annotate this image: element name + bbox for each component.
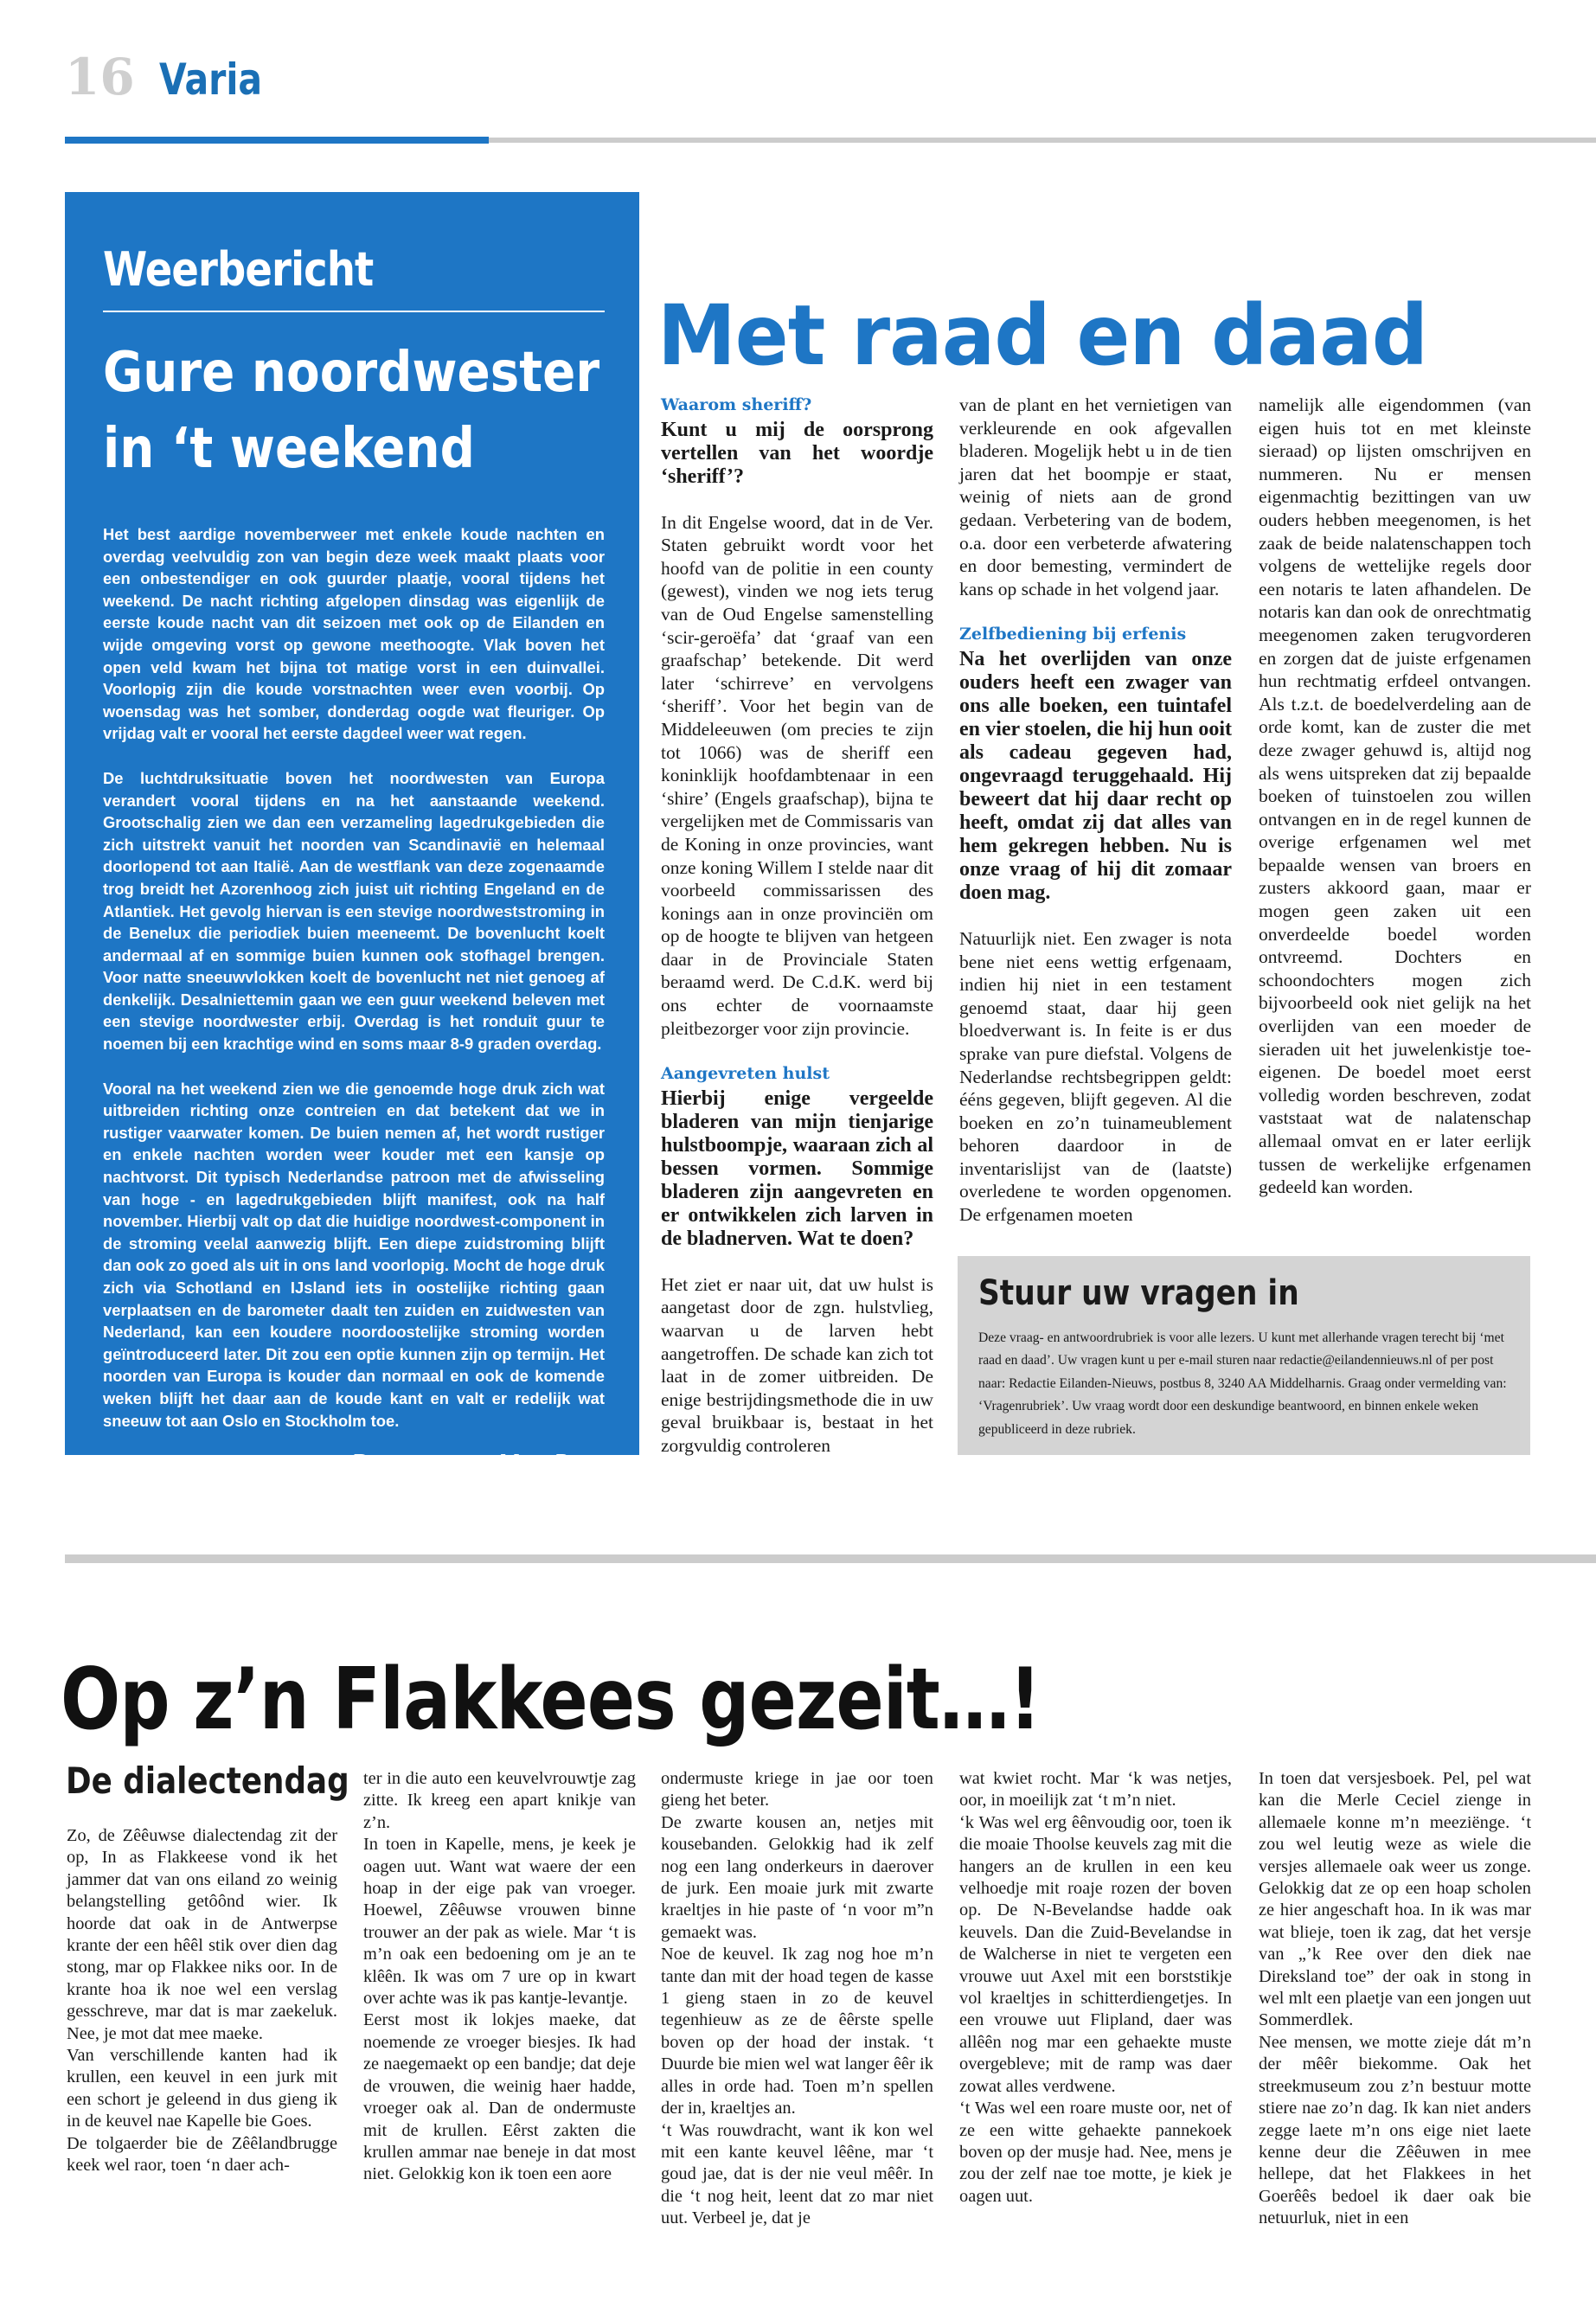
submit-questions-text: Deze vraag- en antwoordrubriek is voor alle lezers. U kunt met allerhande vragen terecht bij ‘met raad en daad’. Uw vragen kunt u per e-mail sturen naar redactie@eilandennieuws.nl of per post naar: Redactie Eilanden-Nieuws, postbus 8, 3240 AA Middelharnis. Graag onder vermelding van: ‘Vragenrubriek’. Uw vraag wordt door een deskundige beantwoord, en binnen enkele weken gepubliceerd in deze rubriek. <box>978 1330 1507 1437</box>
question-text: Kunt u mij de oorsprong vertellen van het woordje ‘sheriff’? <box>661 418 933 488</box>
answer-text: van de plant en het vernietigen van verkleurende en ook afgevallen bladeren. Mogelijk hebt u in de tien jaren dat het boompje er staat, weinig of niets aan de grond gedaan. Verbetering van de bodem, o.a. door een verbeterde afwatering en door bemesting, vermindert de kans op schade in het volgend jaar. <box>959 394 1232 599</box>
flakkees-column-4: wat kwiet rocht. Mar ‘k was netjes, oor, in moeilijk zat ‘t m’n niet. ‘k Was wel erg êênvoudig oor, toen ik die moaie Thoolse keuvels zag mit die hangers an de krullen in een keu velhoedje mit roaje rozen der boven op. De N-Bevelandse hadde oak keuvels. Dan die Zuid-Bevelandse in de Walcherse in niet te vergeten een vrouwe uut Axel mit een borststikje vol kraeltjes in schitterdiengetjes. In een vrouwe uut Flipland, daer was allêên nog mar een gehaekte muste overgebleve; mit de ramp was daer zowat alles verdwene. ‘t Was wel een roare muste oor, net of ze een witte gehaekte pannekoek boven op der musje had. Nee, mens je zou der zelf nae toe motte, je kiek je oagen uut. <box>959 1769 1232 2206</box>
weather-body <box>103 523 605 1432</box>
question-heading: Zelfbediening bij erfenis <box>959 625 1187 644</box>
weather-byline: Door weerman Marc Putto <box>351 1449 605 1476</box>
raad-title: Met raad en daad <box>657 287 1428 384</box>
flakkees-column-5: In toen dat versjesboek. Pel, pel wat kan die Merle Ceciel zienge in allemaele konne m’n meeziënge. ‘t zou wel leutig weze as wiele die versjes allemaele oak weer us zonge. Gelokkig dat ze op een hoap scholen ze hier angeschaft hoa. In ik was mar wat blieje, toen ik zag, dat het versje van „’k Ree over den diek nae Direksland toe” der oak in stong in wel mlt een plaetje van een jongen uut Sommerdlek. Nee mensen, we motte zieje dát m’n der mêêr biekomme. Oak het streekmuseum zou z’n bestuur motte stiere nae zo’n dag. Ik kan niet anders zegge laete m’n ons eige niet laete kenne deur die Zêêuwen in mee hellepe, dat het Flakkees in het Goerêês bedoel ik daer oak bie netuurluk, niet in een <box>1259 1769 1531 2228</box>
flakkees-title: Op z’n Flakkees gezeit…! <box>61 1650 1041 1749</box>
question-heading: Waarom sheriff? <box>661 395 812 414</box>
answer-text: In dit Engelse woord, dat in de Ver. Staten gebruikt wordt voor het hoofd van de politie in een county (gewest), vinden we nog iets terug van de Oud Engelse samenstelling ‘scir-geroëfa’ dat ‘graaf van een graafschap’ betekende. Dit werd later ‘schirreve’ en vervolgens ‘sheriff’. Voor het begin van de Middeleeuwen (om precies te zijn tot 1066) was de sheriff een koninklijk hoofdambtenaar in een ‘shire’ (Engels graafschap), bijna te vergelijken met de Commissaris van de Koning in onze provincies, want onze koning Willem I stelde naar dit voorbeeld commissarissen des konings aan in onze provinciën om op de hoogte te blijven van hetgeen daar in de Provinciale Staten beraamd werd. De C.d.K. werd bij ons echter de voornaamste pleitbezorger voor zijn provincie. <box>661 511 933 1039</box>
raad-column-3 <box>1259 394 1531 1221</box>
answer-text: Het ziet er naar uit, dat uw hulst is aangetast door de zgn. hulstvlieg, waarvan u de larven hebt aangetroffen. De schade kan zich tot laat in de zomer uitbreiden. De enige bestrijdingsmethode die in uw geval bruikbaar is, bestaat in het zorgvuldig controleren <box>661 1273 933 1456</box>
weather-box <box>65 192 639 1476</box>
weather-title-line2: in ‘t weekend <box>103 417 475 481</box>
flakkees-subtitle: De dialectendag <box>66 1759 349 1802</box>
weather-divider <box>103 311 605 312</box>
header-rule-accent <box>65 137 489 144</box>
flakkees-column-1: Zo, de Zêêuwse dialectendag zit der op, In as Flakkeese vond ik het jammer dat van ons eiland zo weinig belangstelling getôônd wier. Ik hoorde dat oak in de Antwerpse krante der een hêêl stik over dien dag stong, mar op Flakkee niks oor. In de krante hoa ik noe wel een verslag gesschreve, mar dat is mar zaekeluk. Nee, je mot dat mee maeke. Van verschillende kanten had ik krullen, een keuvel in een jurk mit een schort je geleend in dus gieng ik in de keuvel nae Kapelle bie Goes. De tolgaerder bie de Zêêlandbrugge keek wel raor, toen ‘n daer ach- <box>67 1826 337 2176</box>
raad-column-2 <box>959 394 1232 1249</box>
weather-paragraph: Het best aardige novemberweer met enkele koude nachten en overdag veelvuldig zon van begin deze week maakt plaats voor een onbestendiger en ook guurder plaatje, vooral tijdens het weekend. De nacht richting afgelopen dinsdag was eigenlijk de eerste koude nacht van dit seizoen met ook op de Eilanden en wijde omgeving vorst op gewone meethoogte. Vlak boven het open veld kwam het bijna tot matige vorst in een duinvallei. Voorlopig zijn die koude vorstnachten weer even voorbij. Op woensdag was het somber, donderdag oogde wat fleuriger. Op vrijdag valt er vooral het eerste dagdeel weer wat regen. <box>103 525 605 743</box>
weather-paragraph: Vooral na het weekend zien we die genoemde hoge druk zich wat uitbreiden richting onze contreien en dat betekent dat we in rustiger vaarwater komen. De buien nemen af, het wordt rustiger en enkele nachten worden weer kouder met een kansje op nachtvorst. Dit typisch Nederlandse patroon met de afwisseling van hoge - en lagedrukgebieden blijft manifest, ook na half november. Hierbij valt op dat die huidige noordwest-component in de stroming veelal aanwezig blijft. Een diepe zuidstroming blijft dan ook zo goed als uit in ons land voorlopig. Mocht de hoge druk zich via Schotland en IJsland iets in oostelijke richting gaan verplaatsen en de barometer daalt ten zuiden en zuidwesten van Nederland, kan een koudere noordoostelijke stroming worden geïntroduceerd later. Dit zou een optie kunnen zijn op termijn. Het noorden van Europa is kouder dan normaal en ook de komende weken blijft het daar aan de koude kant en valt er redelijk wat sneeuw tot aan Oslo en Stockholm toe. <box>103 1079 605 1430</box>
page-number: 16 <box>65 48 135 106</box>
weather-title-line1: Gure noordwester <box>103 341 600 405</box>
question-heading: Aangevreten hulst <box>661 1064 830 1084</box>
section-name: Varia <box>158 54 262 105</box>
weather-kicker: Weerbericht <box>103 242 374 297</box>
flakkees-column-3: ondermuste kriege in jae oor toen gieng het beter. De zwarte kousen an, netjes mit kousebanden. Gelokkig had ik zelf nog een lang onderkeurs in daerover de jurk. Een moaie jurk mit zwarte kraeltjes in hie paste of ‘n voor m”n gemaekt was. Noe de keuvel. Ik zag nog hoe m’n tante dan mit der hoad tegen de kasse 1 gieng staen in zo de keuvel tegenhieuw as ze de êêrste spelle boven op der hoad der instak. ‘t Duurde bie mien wel wat langer êêr ik alles in orde had. Toen m’n spellen der in, kraeltjes an. ‘t Was rouwdracht, want ik kon wel mit een kante keuvel lêêne, mar ‘t goud jae, dat is der nie veul mêêr. In die ‘t nog heit, leent dat zo mar niet uut. Verbeel je, dat je <box>661 1769 933 2228</box>
weather-paragraph: De luchtdruksituatie boven het noordwesten van Europa verandert vooral tijdens en na het aanstaande weekend. Grootschalig zien we dan een verzameling lagedrukgebieden die zich uitstrekt vanuit het noorden van Scandinavië en helemaal doorlopend tot aan Italië. Aan de westflank van deze zogenaamde trog breidt het Azorenhoog zich juist uit richting Engeland en de Atlantiek. Het gevolg hiervan is een stevige noordweststroming in de Benelux die periodiek buien meeneemt. De bovenlucht koelt andermaal af en sommige buien kunnen ook stofhagel brengen. Voor natte sneeuwvlokken koelt de bovenlucht net niet genoeg af denkelijk. Desalniettemin gaan we een guur weekend beleven met een stevige noordwester erbij. Overdag is het ronduit guur te noemen bij een krachtige wind en soms maar 8-9 graden overdag. <box>103 768 605 1054</box>
raad-column-1 <box>661 394 933 1480</box>
submit-questions-title: Stuur uw vragen in <box>978 1273 1299 1313</box>
question-text: Na het overlijden van onze ouders heeft een zwager van ons alle boeken, een tuintafel en vier stoelen, die hij hun ooit als cadeau gegeven had, ongevraagd teruggehaald. Hij beweert dat hij daar recht op heeft, omdat zij dat alles van hem gekregen hebben. Nu is onze vraag of hij dit zomaar doen mag. <box>959 647 1232 904</box>
answer-text: Natuurlijk niet. Een zwager is nota bene niet eens wettig erfgenaam, indien hij niet in een testament genoemd staat, daar hij geen bloedverwant is. In feite is er dus sprake van pure diefstal. Volgens de Nederlandse rechtsbegrippen geldt: ééns gegeven, blijft gegeven. Al die boeken en zo’n tuinameublement behoren daardoor in de inventarislijst van de (laatste) overledene te worden opgenomen. De erfgenamen moeten <box>959 927 1232 1226</box>
header-rule <box>489 138 1596 143</box>
answer-text: namelijk alle eigendommen (van eigen huis tot en met kleinste sieraad) op lijsten omschrijven en nummeren. Nu er mensen eigenmachtig bezittingen van uw ouders hebben meegenomen, is het zaak de beide nalatenschappen toch volgens de wettelijke regels door een notaris te laten afhandelen. De notaris kan dan ook de onrechtmatig meegenomen zaken terugvorderen en zorgen dat de juiste erfgenamen hun rechtmatig erfdeel ontvangen. Als t.z.t. de boedelverdeling aan de orde komt, kan de zuster die met deze zwager gehuwd is, altijd nog als wens uitspreken dat zij bepaalde boeken of tuinstoelen zou willen ontvangen en in de regel kunnen de overige erfgenamen wel met bepaalde wensen van broers en zusters akkoord gaan, maar er mogen geen zaken uit een onverdeelde boedel worden ontvreemd. Dochters en schoondochters mogen zich bijvoorbeeld ook niet gelijk na het overlijden van een moeder de sieraden uit het juwelenkistje toe-eigenen. De boedel moet eerst volledig worden beschreven, zodat vaststaat wat de nalatenschap allemaal omvat en er later eerlijk tussen de werkelijke erfgenamen gedeeld kan worden. <box>1259 394 1531 1198</box>
flakkees-column-2: ter in die auto een keuvelvrouwtje zag zitte. Ik kreeg een apart knikje van z’n. In toen in Kapelle, mens, je keek je oagen uut. Want wat waere der een hoap in der eige pak van vroeger. Hoewel, Zêêuwse vrouwen binne trouwer an der pak as wiele. Mar ‘t is m’n oak een bedoening om je an te klêên. Ik was om 7 ure op in kwart over achte was ik pas kantje-levantje. Eerst most ik lokjes maeke, dat noemende ze vroeger biesjes. Ik had ze naegemaekt op een bandje; dat deje de vrouwen, die weinig haer hadde, vroeger oak al. Dan de ondermuste mit de krullen. Eêrst zakten die krullen ammar nae beneje in dat most niet. Gelokkig kon ik toen een aore <box>363 1769 636 2184</box>
question-text: Hierbij enige vergeelde bladeren van mijn tienjarige hulstboompje, waaraan zich al bessen vormen. Sommige bladeren zijn aangevreten en er ontwikkelen zich larven in de bladnerven. Wat te doen? <box>661 1086 933 1250</box>
submit-questions-box <box>958 1256 1530 1455</box>
section-divider <box>65 1554 1596 1563</box>
page-header <box>65 48 285 108</box>
